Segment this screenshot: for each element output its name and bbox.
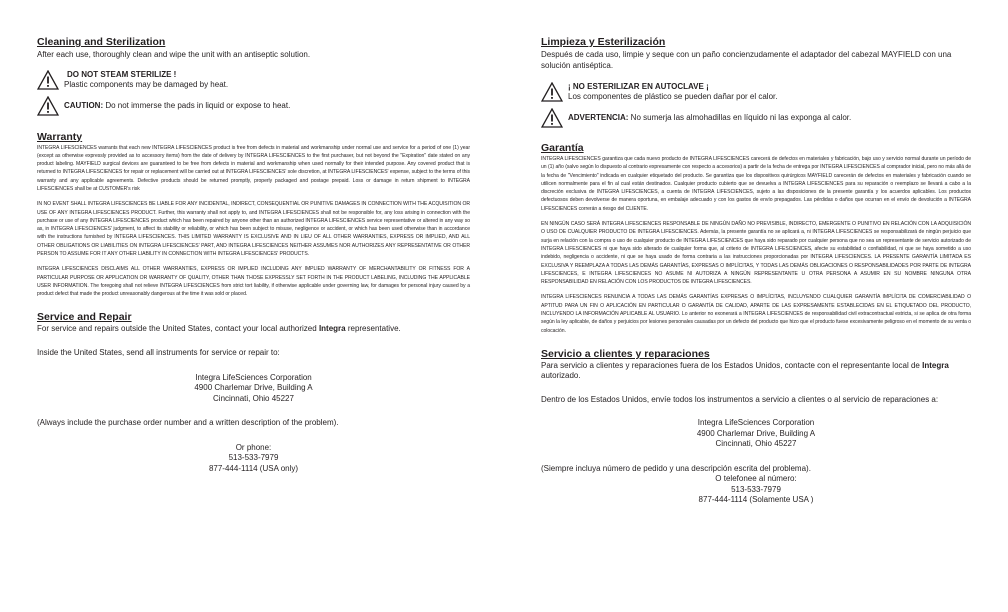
service-heading: Service and Repair — [37, 310, 132, 323]
warning-title: ¡ NO ESTERILIZAR EN AUTOCLAVE ¡ — [568, 82, 709, 91]
service-intro: Para servicio a clientes y reparaciones fuera de los Estados Unidos, contacte con el representante local de Integra autorizado. — [541, 360, 949, 381]
service-note: (Siempre incluya número de pedido y una descripción escrita del problema). — [541, 463, 811, 473]
service-inside-us: Inside the United States, send all instruments for service or repair to: — [37, 348, 280, 358]
service-note: (Always include the purchase order number and a written description of the problem). — [37, 418, 339, 428]
warranty-heading: Warranty — [37, 130, 83, 143]
caution-title: CAUTION: — [64, 100, 104, 110]
warranty-paragraph-3: INTEGRA LIFESCIENCES RENUNCIA A TODAS LAS DEMÁS GARANTÍAS EXPRESAS O IMPLÍCITAS, INCLUYENDO CUALQUIER GARANTÍA IMPLÍCITA DE COMERCIABILIDAD O APTITUD PARA UN FIN O APLICACIÓN EN PARTICULAR O GARANTÍA DE CALIDAD, APARTE DE LAS EXPRESAMENTE ESTABLECIDAS EN EL ETIQUETADO DEL PRODUCTO, INCLUYENDO LA INFORMACIÓN APLICABLE AL USUARIO. Lo anterior no exonerará a INTEGRA LIFESCIENCES de responsabilidad civil extracontractual estricta, si se aplica de otra forma según la ley aplicable, de daños y perjuicios por lesiones personales causadas por un defecto del producto que hizo que el producto fuese excesivamente peligroso en el momento de su venta o colocación. — [541, 294, 971, 334]
caution-warning — [37, 96, 470, 116]
service-address: Integra LifeSciences Corporation 4900 Charlemar Drive, Building A Cincinnati, Ohio 45227 — [696, 418, 816, 449]
service-intro: For service and repairs outside the United States, contact your local authorized Integra representative. — [37, 323, 401, 333]
warning-text: Los componentes de plástico se pueden dañar por el calor. — [568, 92, 778, 101]
service-inside-us: Dentro de los Estados Unidos, envíe todos los instrumentos a servicio a clientes o al servicio de reparaciones a: — [541, 394, 939, 404]
warning-triangle-icon — [541, 108, 563, 128]
cleaning-intro: After each use, thoroughly clean and wipe the unit with an antiseptic solution. — [37, 50, 311, 59]
warranty-paragraph-3: INTEGRA LIFESCIENCES DISCLAIMS ALL OTHER WARRANTIES, EXPRESS OR IMPLIED INCLUDING ANY IMPLIED WARRANTY OF MERCHANTABILITY OR FITNESS FOR A PARTICULAR PURPOSE OR APPLICATION OR WARRANTY OF QUALITY, OTHER THAN THOSE EXPRESSLY SET FORTH IN THE PRODUCT LABELING, INCLUDING THE APPLICABLE USER INFORMATION. The foregoing shall not relieve INTEGRA LIFESCIENCES from strict tort liability, if otherwise applicable under governing law, for damages for personal injury caused by a product defect that made the product unreasonably dangerous at the time it was sold or placed. — [37, 266, 470, 298]
service-heading: Servicio a clientes y reparaciones — [541, 347, 710, 360]
warranty-paragraph-1: INTEGRA LIFESCIENCES garantiza que cada nuevo producto de INTEGRA LIFESCIENCES carecerá de defectos en materiales y fabricación, bajo uso y servicio normal durante un período de un (1) año (salvo según lo dispuesto al contrario expresamente con respecto a accesorios) a partir de la fecha de entrega por INTEGRA LIFESCIENCES al comprador inicial, pero no más allá de la fecha de "Vencimiento" indicada en cualquier etiquetado del producto. Se garantiza que los dispositivos quirúrgicos MAYFIELD carecerán de defectos en materiales y fabricación cuando se utilicen normalmente para el fin al cual están destinados. Cualquier producto cubierto que se devuelva a INTEGRA LIFESCIENCES para su reparación o reemplazo se llevará a cabo a la discreción exclusiva de INTEGRA LIFESCIENCES, a cuenta de INTEGRA LIFESCIENCES, sujeto a las disposiciones de la presente garantía y los acuerdos aplicables. Los productos defectuosos deben devolverse de manera oportuna, en embalaje adecuado y con los gastos de envío prepagados. Las pérdidas o daños que ocurran en el envío de devolución a INTEGRA LIFESCIENCES correrán a riesgo del CLIENTE. — [541, 156, 971, 212]
warranty-paragraph-2: EN NINGÚN CASO SERÁ INTEGRA LIFESCIENCES RESPONSABLE DE NINGÚN DAÑO NO PREVISIBLE, INDIRECTO, EMERGENTE O PUNITIVO EN RELACIÓN CON LA ADQUISICIÓN O USO DE CUALQUIER PRODUCTO DE INTEGRA LIFESCIENCES. Además, la presente garantía no se aplicará a, ni INTEGRA LIFESCIENCES se responsabilizará de ningún perjuicio que surja en relación con la compra o uso de cualquier producto de INTEGRA LIFESCIENCES que haya sido reparado por cualquier persona que no sea un representante de servicio autorizado de INTEGRA LIFESCIENCES ni que haya sido alterado de cualquier forma que, al criterio de INTEGRA LIFESCIENCES, afecte su estabilidad o confiabilidad, ni que se haya sometido a uso indebido, negligencia o accidente, ni que se haya usado de forma contraria a las instrucciones proporcionadas por INTEGRA LIFESCIENCES. LA PRESENTE GARANTÍA LIMITADA ES EXCLUSIVA Y REEMPLAZA A TODAS LAS DEMÁS GARANTÍAS, EXPRESAS O IMPLÍCITAS, Y TODAS LAS DEMÁS OBLIGACIONES O RESPONSABILIDADES POR PARTE DE INTEGRA LIFESCIENCES, E INTEGRA LIFESCIENCES NO ASUME NI AUTORIZA A NINGÚN REPRESENTANTE U OTRA PERSONA A ASUMIR EN SU NOMBRE NINGUNA OTRA RESPONSABILIDAD EN RELACIÓN CON LOS PRODUCTOS DE INTEGRA LIFESCIENCES. — [541, 221, 971, 286]
autoclave-warning — [541, 82, 971, 102]
english-column — [37, 36, 470, 474]
cleaning-heading: Cleaning and Sterilization — [37, 36, 166, 48]
cleaning-heading: Limpieza y Esterilización — [541, 36, 666, 48]
caution-title: ADVERTENCIA: — [568, 113, 629, 122]
steam-warning — [37, 70, 470, 90]
warning-text: Plastic components may be damaged by heat. — [64, 79, 229, 89]
service-address: Integra LifeSciences Corporation 4900 Charlemar Drive, Building A Cincinnati, Ohio 45227 — [194, 372, 313, 403]
advertencia-warning — [541, 108, 971, 128]
spanish-column — [541, 36, 971, 506]
service-phone: Or phone: 513-533-7979 877-444-1114 (USA only) — [208, 442, 299, 473]
cleaning-intro: Después de cada uso, limpie y seque con un paño concienzudamente el adaptador del cabezal MAYFIELD con una solución antiséptica. — [541, 50, 952, 70]
warranty-heading: Garantía — [541, 142, 584, 154]
warning-triangle-icon — [37, 70, 59, 90]
caution-text: Do not immerse the pads in liquid or expose to heat. — [103, 100, 291, 110]
service-note-phone: (Siempre incluya número de pedido y una descripción escrita del problema). O telefonee al número: 513-533-7979 877-444-1114 (Solamente USA ) — [541, 464, 971, 506]
warranty-paragraph-2: IN NO EVENT SHALL INTEGRA LIFESCIENCES BE LIABLE FOR ANY INCIDENTAL, INDIRECT, CONSEQUENTIAL OR PUNITIVE DAMAGES IN CONNECTION WITH THE ACQUISITION OR USE OF ANY INTEGRA LIFESCIENCES PRODUCT. Further, this warranty shall not apply to, and INTEGRA LIFESCIENCES shall not be responsible for, any loss arising in connection with the purchase or use of any INTEGRA LIFESCIENCES product which has been repaired by anyone other than an authorized INTEGRA LIFESCIENCES service representative or altered in any way so as, in INTEGRA LIFESCIENCES' judgment, to affect its stability or reliability, or which has been subject to misuse, negligence or accident, or which has been used otherwise than in accordance with the instructions furnished by INTEGRA LIFESCIENCES. THIS LIMITED WARRANTY IS EXCLUSIVE AND IN LIEU OF ALL OTHER WARRANTIES, EXPRESS OR IMPLIED, AND ALL OTHER OBLIGATIONS OR LIABILITIES ON INTEGRA LIFESCIENCES' PART, AND INTEGRA LIFESCIENCES NEITHER ASSUMES NOR AUTHORIZES ANY REPRESENTATIVE OR OTHER PERSON TO ASSUME FOR IT ANY OTHER LIABILITY IN CONNECTION WITH INTEGRA LIFESCIENCES' PRODUCTS. — [37, 201, 470, 258]
warning-triangle-icon — [541, 82, 563, 102]
caution-text: No sumerja las almohadillas en líquido ni las exponga al calor. — [628, 113, 852, 122]
warning-triangle-icon — [37, 96, 59, 116]
warning-title: DO NOT STEAM STERILIZE ! — [67, 69, 177, 79]
warranty-paragraph-1: INTEGRA LIFESCIENCES warrants that each new INTEGRA LIFESCIENCES product is free from defects in material and workmanship under normal use and service for a period of one (1) year (except as otherwise expressly provided as to accessory items) from the date of delivery by INTEGRA LIFESCIENCES to the first purchaser, but not beyond the "Expiration" date stated on any product labeling. MAYFIELD surgical devices are guaranteed to be free from defects in material and workmanship when used normally for their intended purpose. Any covered product that is returned to INTEGRA LIFESCIENCES for repair or replacement will be carried out at INTEGRA LIFESCIENCES' sole discretion, at INTEGRA LIFESCIENCES' expense, subject to the terms of this warranty and any applicable agreements. Defective products should be returned promptly, properly packaged and postage prepaid. Loss or damage in return shipment to INTEGRA LIFESCIENCES shall be at CUSTOMER's risk — [37, 144, 470, 192]
